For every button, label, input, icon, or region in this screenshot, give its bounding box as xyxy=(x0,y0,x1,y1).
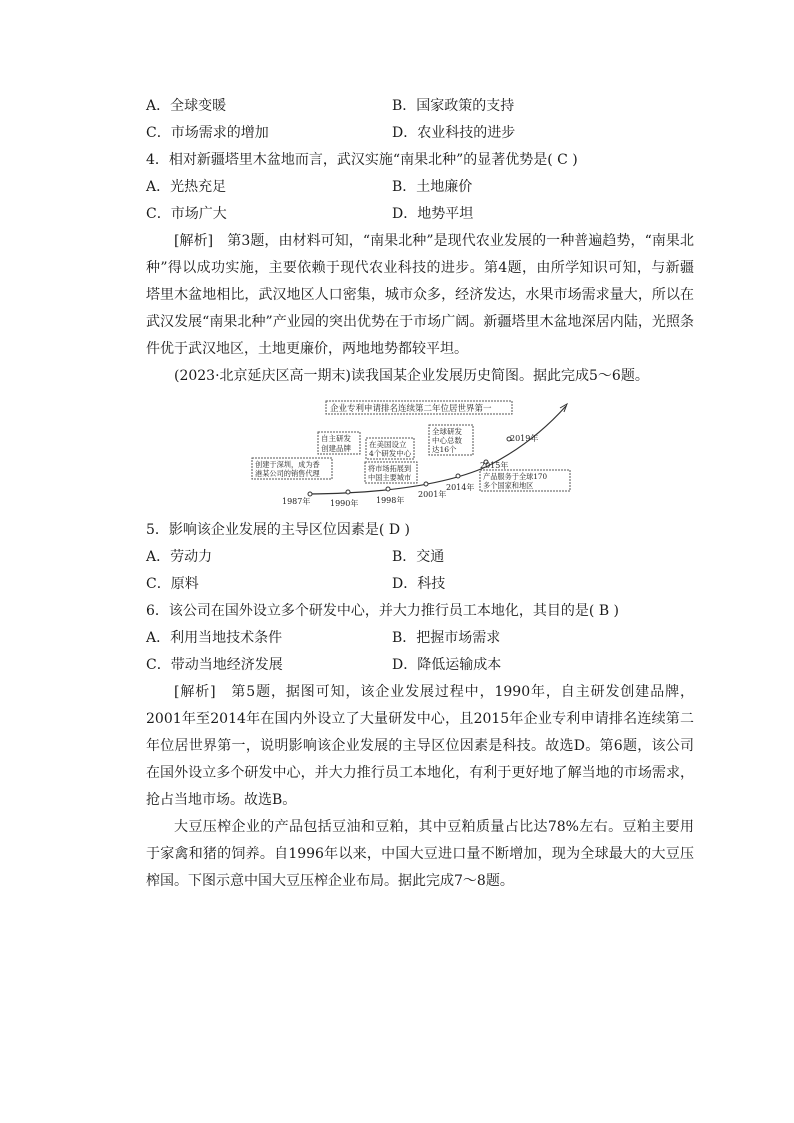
q6-option-a: A．利用当地技术条件 xyxy=(146,630,283,646)
box-global-rd-line3: 达16个 xyxy=(432,445,457,454)
point-2001 xyxy=(424,482,428,486)
q6-option-b: B．把握市场需求 xyxy=(392,630,501,646)
q4-option-d: D．地势平坦 xyxy=(392,206,474,222)
year-label-2019: 2019年 xyxy=(510,434,539,443)
intro-5-6: (2023·北京延庆区高一期末)读我国某企业发展历史简图。据此完成5～6题。 xyxy=(174,368,649,384)
q3-option-d: D．农业科技的进步 xyxy=(392,125,516,141)
year-label-1987: 1987年 xyxy=(282,497,311,506)
box-us-rd-line1: 在美国设立 xyxy=(369,440,407,449)
q3-option-b: B．国家政策的支持 xyxy=(392,98,515,114)
box-global-rd-line1: 全球研发 xyxy=(432,427,462,436)
box-global-rd-line2: 中心总数 xyxy=(432,436,462,445)
box-us-rd-line2: 4个研发中心 xyxy=(369,449,412,458)
q4-option-b: B．土地廉价 xyxy=(392,179,473,195)
intro-7-8: 大豆压榨企业的产品包括豆油和豆粕，其中豆粕质量占比达78%左右。豆粕主要用于家禽和猪的饲养。自1996年以来，中国大豆进口量不断增加，现为全球最大的大豆压榨国。下图示意中国大豆压榨企业布局。据此完成7～8题。 xyxy=(146,819,694,889)
year-label-2015: 2015年 xyxy=(480,461,509,470)
q6-option-c: C．带动当地经济发展 xyxy=(146,657,283,673)
q5-stem: 5．影响该企业发展的主导区位因素是( D ) xyxy=(146,522,410,538)
point-1987 xyxy=(308,492,312,496)
q6-stem: 6．该公司在国外设立多个研发中心，并大力推行员工本地化，其目的是( B ) xyxy=(146,603,620,619)
q5-option-c: C．原料 xyxy=(146,576,199,592)
box-global-products-line1: 产品服务于全球170 xyxy=(483,472,548,481)
point-1990 xyxy=(346,490,350,494)
point-1998 xyxy=(386,487,390,491)
analysis-3-4: [解析] 第3题，由材料可知，“南果北种”是现代农业发展的一种普遍趋势，“南果北种”得以成功实施，主要依赖于现代农业科技的进步。第4题，由所学知识可知，与新疆塔里木盆地相比，武汉地区人口密集，城市众多，经济发达，水果市场需求量大，所以在武汉发展“南果北种”产业园的突出优势在于市场广阔。新疆塔里木盆地深居内陆，光照条件优于武汉地区，土地更廉价，两地地势都较平坦。 xyxy=(146,233,694,357)
box-shenzhen-founding-line1: 创建于深圳，成为香 xyxy=(255,460,320,469)
box-own-brand-line2: 创建品牌 xyxy=(321,444,351,453)
q5-option-d: D．科技 xyxy=(392,576,446,592)
q6-option-d: D．降低运输成本 xyxy=(392,657,502,673)
box-own-brand-line1: 自主研发 xyxy=(321,434,351,443)
year-label-1990: 1990年 xyxy=(330,499,359,508)
q3-option-c: C．市场需求的增加 xyxy=(146,125,269,141)
q3-option-a: A．全球变暖 xyxy=(146,98,227,114)
year-label-2001: 2001年 xyxy=(418,490,447,499)
box-market-expansion-line1: 将市场拓展到 xyxy=(368,464,412,473)
point-2014 xyxy=(456,474,460,478)
box-shenzhen-founding-line2: 港某公司的销售代理 xyxy=(255,469,320,478)
box-patent-ranking-text: 企业专利申请排名连续第二年位居世界第一 xyxy=(330,404,492,414)
analysis-5-6: [解析] 第5题，据图可知，该企业发展过程中，1990年，自主研发创建品牌，2001年至2014年在国内外设立了大量研发中心，且2015年企业专利申请排名连续第二年位居世界第一，说明影响该企业发展的主导区位因素是科技。故选D。第6题，该公司在国外设立多个研发中心，并大力推行员工本地化，有利于更好地了解当地的市场需求，抢占当地市场。故选B。 xyxy=(146,684,694,808)
box-market-expansion-line2: 中国主要城市 xyxy=(368,473,412,482)
q4-option-c: C．市场广大 xyxy=(146,206,227,222)
year-label-2014: 2014年 xyxy=(446,483,475,492)
year-label-1998: 1998年 xyxy=(376,496,405,505)
q4-option-a: A．光热充足 xyxy=(146,179,227,195)
box-global-products-line2: 多个国家和地区 xyxy=(483,481,534,490)
enterprise-timeline-figure xyxy=(248,398,588,508)
q5-option-b: B．交通 xyxy=(392,549,445,565)
q4-stem: 4．相对新疆塔里木盆地而言，武汉实施“南果北种”的显著优势是( C ) xyxy=(146,152,578,168)
q5-option-a: A．劳动力 xyxy=(146,549,213,565)
